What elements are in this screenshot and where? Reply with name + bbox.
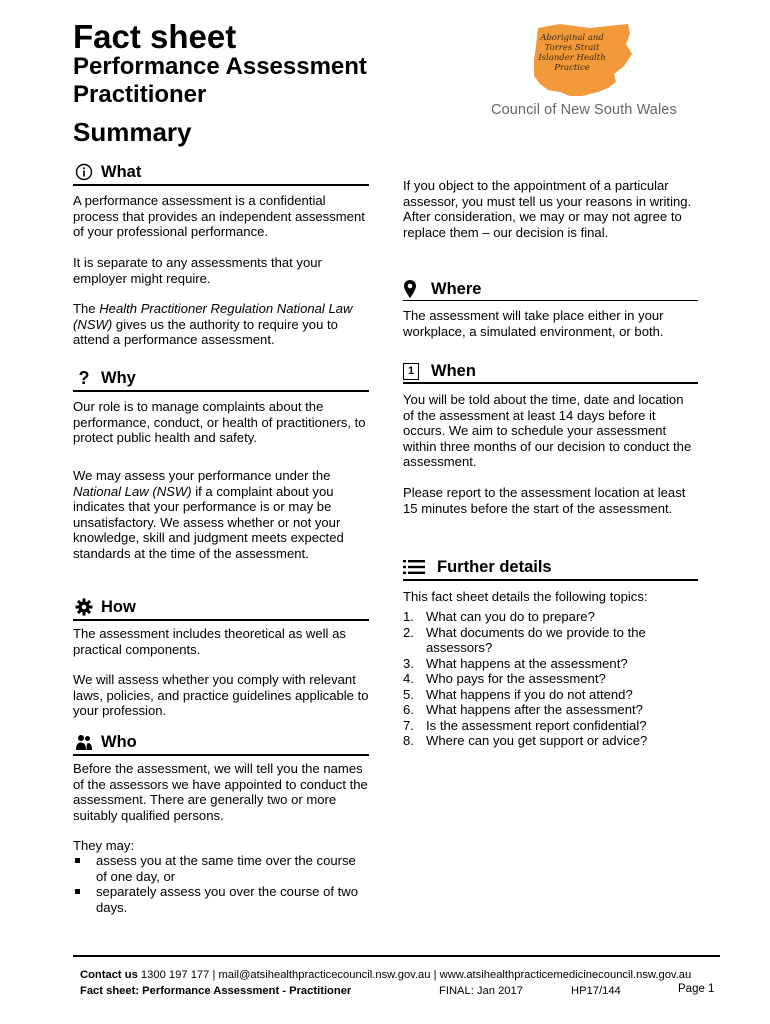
divider	[73, 619, 369, 621]
summary-heading: Summary	[73, 117, 192, 147]
what-paragraph-2: It is separate to any assessments that your employer might require.	[73, 255, 322, 286]
how-heading-label: How	[101, 598, 136, 616]
list-item	[403, 702, 698, 718]
what-paragraph-3	[73, 301, 369, 348]
list-item-text: What happens at the assessment?	[426, 655, 628, 671]
list-item: assess you at the same time over the course of one day, or	[73, 853, 369, 884]
logo-line-3: Islander Health	[538, 53, 606, 63]
divider	[403, 382, 698, 384]
list-item-number: 4.	[403, 671, 414, 686]
why-heading	[73, 368, 369, 388]
object-paragraph: If you object to the appointment of a particular assessor, you must tell us your reasons in writing. After consideration, we may or may not agree to replace them – our decision is final.	[403, 178, 692, 240]
divider	[73, 754, 369, 756]
map-pin-icon	[403, 279, 425, 299]
list-item-number: 2.	[403, 624, 414, 640]
list-item-text: Who pays for the assessment?	[426, 671, 606, 686]
who-paragraph-1: Before the assessment, we will tell you the names of the assessors we have appointed to conduct the assessment. There are generally two or more suitably qualified persons.	[73, 761, 368, 823]
footer-contact	[80, 968, 720, 982]
info-icon	[73, 162, 95, 182]
logo-line-2: Torres Strait	[544, 43, 600, 53]
where-heading	[403, 279, 698, 299]
how-paragraph-1: The assessment includes theoretical as well as practical components.	[73, 626, 346, 657]
list-item-text: What can you do to prepare?	[426, 609, 595, 624]
who-heading	[73, 732, 369, 752]
what-heading-label: What	[101, 163, 142, 181]
page-subtitle: Performance Assessment Practitioner	[73, 53, 367, 108]
list-item-number: 3.	[403, 655, 414, 671]
when-paragraph-1: You will be told about the time, date and location of the assessment at least 14 days before it occurs. We aim to schedule your assessment within three months of our decision to conduct the assessment.	[403, 392, 692, 469]
calendar-icon-day: 1	[403, 363, 419, 380]
footer-status: FINAL: Jan 2017	[439, 985, 523, 997]
what-heading	[73, 162, 369, 182]
list-item	[403, 656, 698, 672]
further-details-label: Further details	[437, 558, 552, 576]
topics-list	[403, 609, 698, 749]
where-paragraph: The assessment will take place either in your workplace, a simulated environment, or both.	[403, 308, 664, 339]
list-item	[403, 671, 698, 687]
list-item-text: What happens after the assessment?	[426, 702, 643, 717]
footer-doc-title: Fact sheet: Performance Assessment - Practitioner	[80, 985, 352, 997]
footer-reference: HP17/144	[571, 985, 621, 997]
why-p2-post: if a complaint about you indicates that your performance is or may be unsatisfactory. We assess whether or not your knowledge, skill and judgment meets expected standards at the time of the assessment.	[73, 483, 344, 561]
footer-contact-label: Contact us	[80, 969, 138, 981]
when-heading-label: When	[431, 362, 476, 380]
gear-icon	[73, 597, 95, 617]
list-item-text: What happens if you do not attend?	[426, 686, 633, 702]
list-item-number: 8.	[403, 733, 414, 748]
further-intro: This fact sheet details the following topics:	[403, 589, 648, 604]
calendar-icon	[403, 361, 425, 381]
list-item	[403, 625, 698, 656]
divider	[403, 300, 698, 301]
why-heading-label: Why	[101, 369, 136, 387]
divider	[73, 390, 369, 392]
divider	[73, 184, 369, 186]
list-item	[403, 687, 698, 703]
who-heading-label: Who	[101, 733, 137, 751]
footer-divider	[73, 955, 720, 957]
divider	[403, 579, 698, 581]
page-number: Page 1	[678, 983, 715, 995]
who-bullet-list	[73, 853, 369, 915]
list-item-number: 1.	[403, 609, 414, 624]
what-p3-post: gives us the authority to require you to attend a performance assessment.	[73, 316, 338, 347]
list-item-number: 5.	[403, 686, 414, 702]
question-icon: ?	[78, 368, 90, 388]
list-item	[403, 718, 698, 734]
list-item	[403, 609, 698, 625]
council-name: Council of New South Wales	[491, 102, 677, 118]
footer-contact-details: 1300 197 177 | mail@atsihealthpracticecouncil.nsw.gov.au | www.atsihealthpracticemedicinecouncil.nsw.gov.au	[137, 969, 692, 981]
what-p3-pre: The	[73, 301, 100, 316]
page-title: Fact sheet	[73, 18, 237, 55]
how-heading	[73, 597, 369, 617]
when-paragraph-2: Please report to the assessment location at least 15 minutes before the start of the assessment.	[403, 485, 686, 516]
list-item-text: Where can you get support or advice?	[426, 733, 648, 748]
why-p2-pre: We may assess your performance under the	[73, 468, 331, 483]
further-details-heading	[403, 557, 698, 577]
why-paragraph-1: Our role is to manage complaints about the performance, conduct, or health of practitioners, to protect public health and safety.	[73, 399, 366, 445]
list-item-text: Is the assessment report confidential?	[426, 717, 647, 733]
logo-line-4: Practice	[554, 63, 590, 73]
where-heading-label: Where	[431, 280, 482, 298]
people-icon	[73, 732, 95, 752]
list-item-number: 6.	[403, 702, 414, 717]
list-item-text: What documents do we provide to the assessors?	[426, 624, 646, 655]
list-item-number: 7.	[403, 717, 414, 733]
how-paragraph-2: We will assess whether you comply with relevant laws, policies, and practice guidelines applicable to your profession.	[73, 672, 369, 718]
list-item: separately assess you over the course of two days.	[73, 884, 369, 915]
list-item	[403, 733, 698, 749]
why-paragraph-2	[73, 468, 369, 561]
list-icon	[403, 557, 431, 577]
why-p2-law: National Law (NSW)	[73, 483, 192, 499]
what-paragraph-1: A performance assessment is a confidential process that provides an independent assessment of your professional performance.	[73, 193, 365, 239]
what-p3-law: Health Practitioner Regulation National Law (NSW)	[73, 301, 353, 332]
logo-line-1: Aboriginal and	[540, 33, 604, 43]
who-paragraph-2: They may:	[73, 838, 135, 853]
when-heading	[403, 361, 698, 381]
